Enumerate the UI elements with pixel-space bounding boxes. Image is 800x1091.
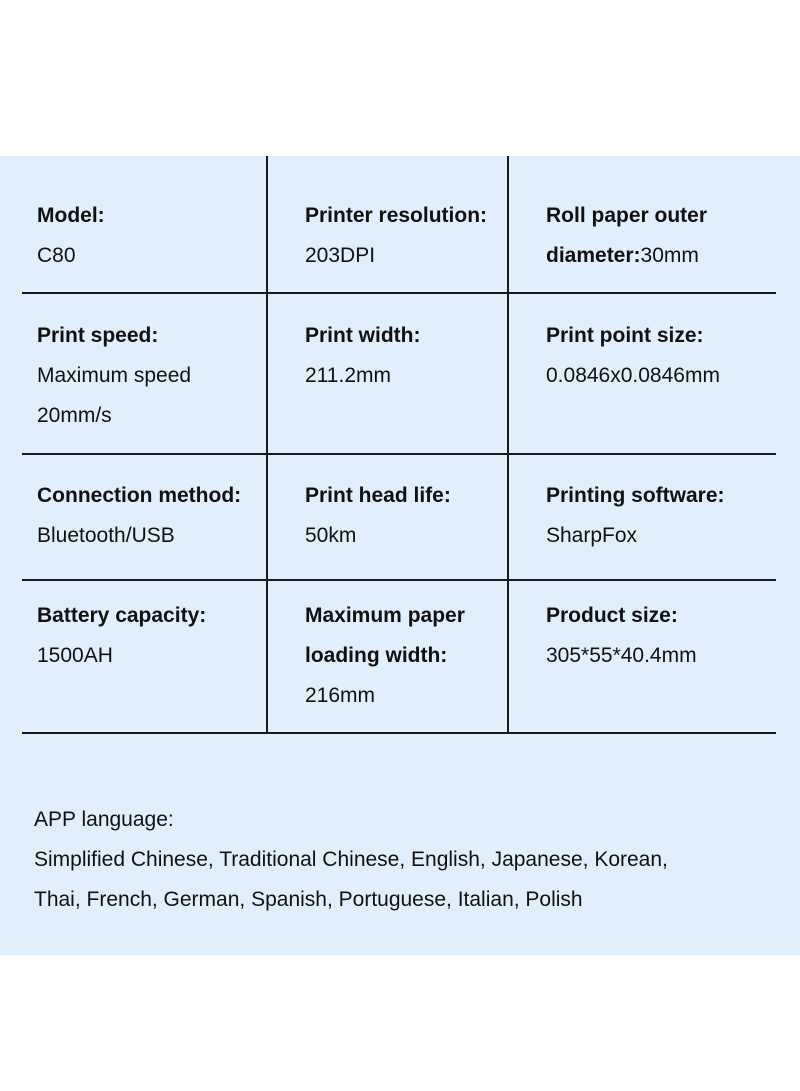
spec-label: Print width: (305, 324, 421, 347)
spec-label: Product size: (546, 604, 678, 627)
spec-model (37, 196, 105, 276)
spec-value: SharpFox (546, 524, 638, 547)
spec-value: 211.2mm (305, 364, 391, 387)
spec-label: loading width: (305, 644, 448, 667)
column-divider (266, 156, 268, 734)
spec-printer-resolution (305, 196, 487, 276)
spec-max-paper-loading-width (305, 596, 465, 716)
spec-label: Battery capacity: (37, 604, 207, 627)
spec-label: Print speed: (37, 324, 159, 347)
spec-value: 30mm (640, 244, 699, 267)
spec-label: Connection method: (37, 484, 242, 507)
spec-printing-software (546, 476, 725, 556)
spec-print-head-life (305, 476, 451, 556)
spec-value: 50km (305, 524, 357, 547)
app-language-list: Simplified Chinese, Traditional Chinese, English, Japanese, Korean, (34, 848, 668, 871)
row-divider (22, 453, 776, 455)
spec-label: diameter: (546, 244, 641, 267)
spec-roll-paper-diameter (546, 196, 707, 276)
spec-product-size (546, 596, 697, 676)
column-divider (507, 156, 509, 734)
row-divider (22, 732, 776, 734)
row-divider (22, 292, 776, 294)
app-language-list: Thai, French, German, Spanish, Portuguese, Italian, Polish (34, 888, 583, 911)
spec-label: Printer resolution: (305, 204, 488, 227)
spec-print-point-size (546, 316, 720, 396)
spec-value: Bluetooth/USB (37, 524, 175, 547)
app-language-section (34, 800, 668, 920)
spec-value: 203DPI (305, 244, 376, 267)
spec-battery-capacity (37, 596, 206, 676)
spec-connection-method (37, 476, 241, 556)
app-language-label: APP language: (34, 808, 174, 831)
spec-label: Print head life: (305, 484, 451, 507)
spec-value: 20mm/s (37, 404, 112, 427)
spec-value: C80 (37, 244, 76, 267)
spec-value: 305*55*40.4mm (546, 644, 697, 667)
spec-print-width (305, 316, 420, 396)
spec-label: Maximum paper (305, 604, 465, 627)
spec-value: 0.0846x0.0846mm (546, 364, 720, 387)
spec-value: Maximum speed (37, 364, 192, 387)
spec-print-speed (37, 316, 191, 436)
spec-value: 1500AH (37, 644, 113, 667)
spec-label: Roll paper outer (546, 204, 708, 227)
spec-label: Print point size: (546, 324, 704, 347)
spec-value: 216mm (305, 684, 376, 707)
spec-label: Model: (37, 204, 105, 227)
row-divider (22, 579, 776, 581)
spec-label: Printing software: (546, 484, 725, 507)
